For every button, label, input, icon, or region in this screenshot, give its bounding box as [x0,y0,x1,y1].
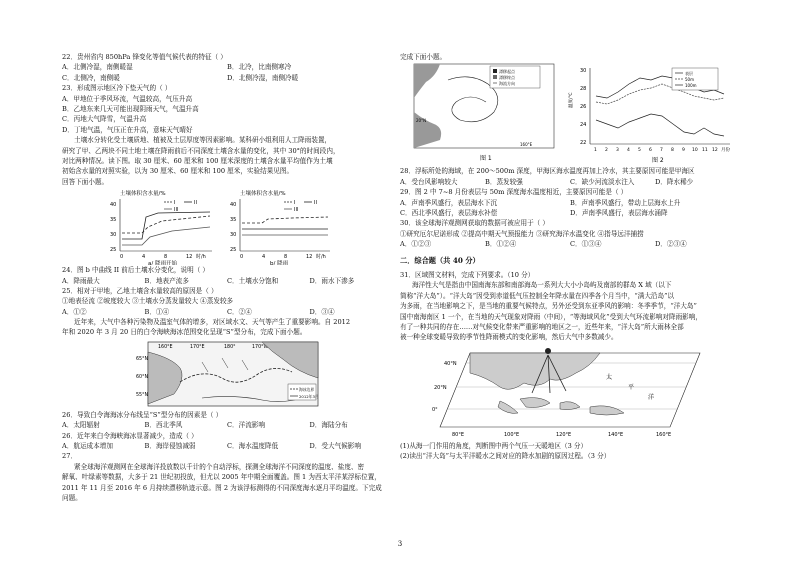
option: C．北侧冷，南侧暖 [62,73,120,82]
section-heading: 二．综合题（共 40 分） [400,255,480,265]
buoy-figures-svg [400,62,740,166]
q29-options-b [400,208,740,218]
option: B．①②④ [485,240,517,249]
option: B．北冷，比南侧寒冷 [227,63,292,72]
q30-options [400,239,740,249]
option: D．受大气候影响 [309,442,361,451]
passage-line: 简称“洋大岛”）。“洋大岛”因受到赤道低气压控制全年降水量在四季各个月当中，“满大沿岛”以 [400,291,675,300]
option: A．①②③ [400,240,432,249]
xtick: 4 [142,254,146,261]
se-asia-map [400,343,740,441]
xtick: 12 [712,148,718,154]
lat-label: 20°N [434,384,447,391]
passage-line: 回答下面小题。 [62,177,109,186]
ytick: 40 [110,202,117,209]
passage-line: 有了一种共同的存在……对气候变化带来严重影响的地区之一，近些年来，“洋大岛”所大雨林全部 [400,322,684,331]
xtick: 12 [186,254,193,261]
xtick: 5 [638,148,641,154]
option: C．丙地大气降雪，气温升高 [62,115,147,124]
option: B．西北季风 [144,421,183,430]
lon-label: 160°E [520,142,533,148]
q26-stem: 26．导致白令海海冰分布线呈“S”型分布的因素是（ ） [62,410,223,419]
chart-a-title: 土壤体积含水量/% [120,191,166,198]
soil-chart-svg [62,187,392,265]
legend-label: 漂移起点 [499,69,515,75]
ytick: 30 [580,68,587,75]
option: B．地表产流多 [144,276,189,285]
q25-choices: ①地表径流 ②坡度较大 ③土壤水分蒸发量较大 ④蒸发较多 [62,297,234,306]
option: A．北侧冷湿，南侧暖湿 [62,63,133,72]
legend-label: 100m [685,83,697,89]
passage-line: 解氧、叶绿素等数据，大多于 21 世纪初投放，但尤以 2005 年中期全面覆盖。图 1 为西太平洋某浮标位置， [62,473,381,482]
xtick: 8 [164,254,168,261]
fig1-caption: 图 1 [480,155,492,163]
ytick: 35 [230,217,237,224]
option: D．②③④ [655,240,687,249]
passage-line: 研究了甲、乙两块不同土地土壤在降雨前后不同深度土壤含水量的变化，其中 30°的时间段内， [62,146,340,155]
q28-options [400,177,740,187]
sun-icon [545,348,551,354]
option: D．丁地气温，气压正在升高，意味天气晴好 [62,125,193,134]
xtick: 9 [682,148,685,154]
q26b-stem: 26．近年来白令海峡海冰显著减少，造成（ ） [62,431,198,440]
lon-label: 180° [224,344,236,350]
q29-stem: 29．图 2 中 7~8 月份表层与 50m 深度海水温度相近，主要原因可能是（ ） [400,188,628,197]
passage-line: 为多雨，在当地影响之下，是当地的重要气候特点，另外还受到东亚季风的影响：冬季季节，“洋大岛” [400,302,697,311]
xtick: 1 [594,148,597,154]
buoy-figures [400,62,740,166]
lon-label: 80°E [452,431,465,438]
intro-text: 完成下面小题。 [400,53,447,61]
ocean-label: 平 [628,383,635,391]
lon-label: 140°E [608,431,624,438]
chart-a [110,189,212,265]
legend-I: I [294,200,296,207]
y-label: 温度/℃ [569,92,574,109]
q23-stem: 23．形成图示地区冷下垫天气的（ ） [62,84,172,93]
lat-label: 20°N [416,118,427,124]
xtick: 3 [616,148,619,154]
passage-line: 2011 年 11 月至 2016 年 6 月持续漂移轨迹示意。图 2 为该浮标测得的不同深度海水逐月平均温度。下完成 [62,483,382,492]
lon-label: 160°E [656,431,672,438]
ytick: 26 [580,104,587,111]
passage-line: 国中南海南区 1 一个，在当地的天气现象对降雨（中间），“等海域风化”受到大气环流影响对降雨影响， [400,312,702,321]
legend-label: 海冰边界 [299,386,315,392]
q27-stem: 27． [62,452,77,461]
option: A．降雨最大 [62,276,100,285]
option: C．②④ [227,307,252,316]
q26-options [62,420,392,430]
option: A．太阳辐射 [62,421,100,430]
lon-label: 170°E [190,344,205,350]
lon-label: 160°E [158,344,173,350]
xtick: 11 [702,148,708,154]
lon-label: 100°E [504,431,520,438]
legend-label: 表层 [685,71,693,77]
x-unit: 月份 [721,148,730,154]
passage-line: 海洋性大气是指由中国南海东部和南部海岛一系列大大小小岛屿及南部的群岛 X 域（以下 [412,281,672,290]
curve-I [242,217,328,223]
option: A．甲地位于季风环流，气温较高，气压升高 [62,94,193,103]
passage-line: 土壤水分转化受土壤质地、植被及土层厚度等因素影响。某科研小组利用人工降雨装置， [74,136,332,145]
ytick: 30 [110,232,117,239]
option: D．降水稀少 [655,177,694,186]
legend-label: 海流方向 [499,81,515,87]
option: D．海陆分布 [309,421,348,430]
ocean-label: 太 [606,373,613,381]
option: B．蒸发较强 [485,177,523,186]
xtick: 12 [306,254,313,261]
curve-III [122,227,210,245]
series-100m [596,114,724,136]
option: C．海水温度降低 [227,442,279,451]
fig2-chart [567,68,730,164]
left-column [62,52,392,503]
lat-label: 60°N [136,374,149,380]
option: B．①④ [144,307,170,316]
option: B．声南季风盛行，带动上层海水上升 [570,198,681,207]
option: A．受台风影响较大 [400,177,458,186]
legend-III: III [174,207,179,214]
legend-II: II [194,200,197,207]
option: A．航运成本增加 [62,442,113,451]
q30-stem: 30．该全球海洋观测网获取的数据可被应用于（ ） [400,219,549,228]
xtick: 6 [649,148,652,154]
xtick: 2 [605,148,608,154]
xtick: 0 [240,254,244,261]
xtick: 10 [692,148,698,154]
option: D．声南季风盛行，表层海水涌降 [570,208,668,217]
chart-b-title: 土壤体积含水量/% [240,191,286,198]
option: D．北侧冷湿，南侧冷暖 [227,73,299,82]
ytick: 25 [230,247,237,254]
bering-map [62,338,392,410]
passage-line: 问题。 [62,494,82,503]
ytick: 25 [110,247,117,254]
lat-label: 0° [432,406,438,413]
fig2-caption: 图 2 [652,157,664,165]
ytick: 24 [580,122,587,129]
chart-b-caption: b/ 降雨 [270,261,289,266]
option: C．洋流影响 [227,421,266,430]
legend-III: III [294,207,299,214]
chart-b [230,189,330,265]
q25-stem: 25．相对于甲地，乙地土壤含水量较高的原因是（ ） [62,286,218,295]
chart-a-caption: a/ 降雨开始 [148,261,177,266]
xtick: 时/h [196,254,206,261]
ocean-label: 洋 [648,393,655,401]
ytick: 28 [580,86,587,93]
q24-stem: 24．图 b 中曲线 II 前后土壤水分变化，说明（ ） [62,266,209,275]
lat-label: 55°N [136,392,149,398]
option: C．缺少河流淡水注入 [570,177,635,186]
q24-options [62,276,392,286]
lat-label: 40°N [444,360,457,367]
option: C．①③④ [570,240,602,249]
curve-I [122,212,210,239]
ytick: 22 [580,140,587,147]
lon-label: 120°E [556,431,572,438]
legend-I: I [174,200,176,207]
passage-line: 对比两种情况。读下图。取 30 厘米、60 厘米和 100 厘米深度的土壤含水量平均值作为土壤 [62,156,333,165]
xtick: 7 [660,148,663,154]
q29-options-a [400,198,740,208]
right-column [400,52,740,462]
option: B．乙地东来几天可能出现阴雨天气，气温升高 [62,104,199,113]
xtick: 4 [262,254,266,261]
fig1-map [414,64,554,162]
q31a: (1)从海一门作用的角度，判断图中两个气压一天暖地区（3 分） [400,441,588,450]
q31b: (2)读出“洋大岛”与太平洋暖水之间对应的降水加剧的原因过程。（3 分） [400,452,611,461]
q22-options-b [62,73,392,83]
soil-charts [62,187,392,265]
option: D．雨水下渗多 [309,276,355,285]
q25-options [62,307,392,317]
legend-label: 漂移终点 [499,75,515,81]
passage-line: 近年来，大气中各种污染物及温室气体的增多，对区域水文、天气等产生了重要影响。自 2012 [74,318,351,327]
q22-stem: 22．贵州省内 850hPa 锋变化等值气候代表的特征（ ） [62,53,227,61]
lat-label: 65°N [136,356,149,362]
q30-choices: ①研究厄尔尼诺形成 ②提高中期天气预报能力 ③研究海洋水温变化 ④指导远洋捕捞 [400,229,644,238]
fig2-xticks [594,146,730,153]
option: B．海岸侵蚀减弱 [144,442,196,451]
curve-II [122,216,210,233]
xtick: 8 [671,148,674,154]
q22-options [62,62,392,72]
legend-label: 2012年3月 [299,393,319,399]
ytick: 30 [230,232,237,239]
option: C．土壤水分饱和 [227,276,279,285]
ytick: 40 [230,202,237,209]
option: A．①② [62,307,87,316]
ytick: 35 [110,217,117,224]
fig1-legend [490,66,540,88]
page-number: 3 [397,540,403,548]
lon-label: 170°W [252,344,269,350]
q28-stem: 28．浮标所处的海域，在 200～500m 深度，甲海区海水温度再加上冷水，其主要原因可能是甲海区 [400,167,695,176]
legend-label: 50m [685,77,694,83]
legend-II: II [314,200,317,207]
q26b-options [62,441,392,451]
xtick: 0 [120,254,124,261]
xtick: 8 [284,254,288,261]
passage-line: 年和 2020 年 3 月 20 日的白令海峡海冰范围变化呈现“S”型分布，完成下面小题。 [62,328,307,337]
passage-line: 初始含水量的对照实验，以为 30 厘米、60 厘米和 100 厘米，实验结果见图。 [62,167,294,176]
option: C．西北季风盛行，表层海水补偿 [400,208,498,217]
option: D．③④ [309,307,335,316]
xtick: 4 [627,148,630,154]
se-asia-map-svg [400,343,740,441]
option: A．声南季风盛行，表层海水下沉 [400,198,498,207]
bering-map-svg [62,338,392,410]
passage-line: 紧全球海洋观测网在全球海洋投放数以千计的个自动浮标，探测全球海洋不同深度的温度、盐度、密 [74,462,365,471]
q31-stem: 31．区域图文材料，完成下列要求。（10 分） [400,270,535,279]
passage-line: 被一种全球变暖导致的季节性降雨模式的变化影响，然后大气中多数减少。 [400,333,618,342]
xtick: 时/h [316,254,326,261]
